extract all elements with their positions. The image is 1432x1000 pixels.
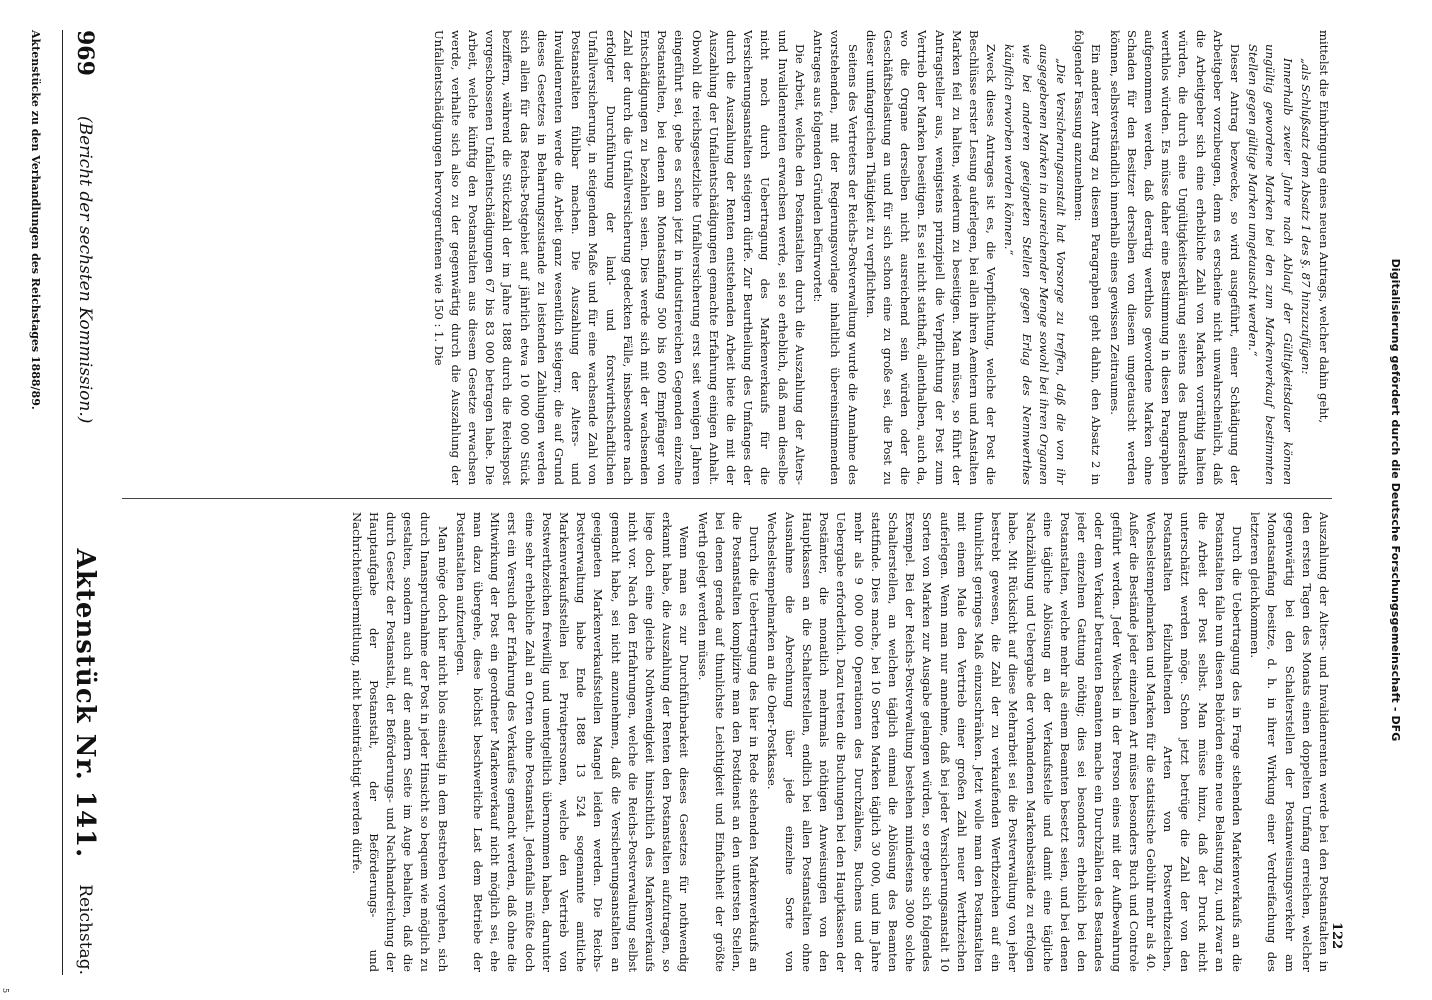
page-number: 969 <box>72 30 98 76</box>
document-number: Aktenstück Nr. 141. <box>70 548 100 859</box>
column-divider <box>122 498 1332 499</box>
paragraph: Seitens des Vertreters der Reichs-Postverwaltung wurde die Annahme des vorstehenden, mit der Regierungsvorlage inhaltlich übereinstimmenden Antrages aus folgenden Gründen befürwortet: <box>811 30 860 485</box>
paragraph: „Die Versicherungsanstalt hat Vorsorge zu treffen, daß die von ihr ausgegebenen Marken in ausreichender Menge sowohl bei ihren Organen wie bei anderen geeigneten Stellen gegen Erlag des Nennwerthes käuflich erworben werden können.“ <box>1002 44 1068 485</box>
header-right <box>72 30 98 423</box>
page-header <box>62 30 107 975</box>
text-column-right <box>122 512 1332 972</box>
edge-mark: 5 <box>1 988 10 994</box>
header-left <box>70 549 100 975</box>
paragraph: Die Arbeit, welche den Postanstalten durch die Auszahlung der Alters- und Invalidenrenten erwachsen werde, sei so erheblich, daß man dieselbe nicht noch durch Uebertragung des Markenverkaufs für die Versicherungsanstalten steigern dürfe. Zur Beurtheilung des Umfanges der durch die Auszahlung der Renten entstehenden Arbeit biete die mit der Auszahlung der Unfallentschädigungen gemachte Erfahrung einigen Anhalt. Obwohl die reichsgesetzliche Unfallversicherung erst seit wenigen Jahren eingeführt sei, gebe es schon jetzt in industriereichen Gegenden einzelne Postanstalten, bei denen am Monatsanfang 500 bis 600 Empfänger von Entschädigungen zu bezahlen seien. Dies werde sich mit der wachsenden Zahl der durch die Unfallversicherung gedeckten Fälle, insbesondere nach erfolgter Durchführung der land- und forstwirthschaftlichen Unfallversicherung, in steigendem Maße und für eine wachsende Zahl von Postanstalten fühlbar machen. Die Auszahlung der Alters- und Invalidenrenten werde die Arbeit ganz wesentlich steigern; die auf Grund dieses Gesetzes in Beharrungszustande zu leistenden Zahlungen werden sich allein für das Reichs-Postgebiet auf jährlich etwa 10 000 000 Stück beziffern, während die Stückzahl der im Jahre 1888 durch die Reichspost vorgeschossenen Unfallentschädigungen 67 bis 83 000 betragen habe. Die Arbeit, welche künftig den Postanstalten aus diesem Gesetze erwachsen werde, verhalte sich also zu der gegenwärtig durch die Auszahlung der Unfallentschädigungen hervorgerufenen wie 150 : 1. Die <box>431 30 807 485</box>
paragraph: mittelst die Einbringung eines neuen Antrags, welcher dahin geht, <box>1317 30 1331 424</box>
paragraph: Man möge doch hier nicht blos einseitig in dem Bestreben vorgehen, sich durch Inanspruchnahme der Post in jeder Hinsicht so bequem wie möglich zu gestalten, sondern auch auf der andern Seite im Auge behalten, daß die durch Gesetz der Postanstalt, der Beförderungs- und Nachhandreichung der Hauptaufgabe der Postanstalt, der Beförderungs- und Nachrichtenübermittlung, nicht beeinträchtigt werden dürfe. <box>349 512 450 972</box>
running-title: (Bericht der sechsten Kommission.) <box>75 115 95 424</box>
paragraph: Durch die Uebertragung des hier in Rede stehenden Markenverkaufs an die Postanstalten komplizire man den Postdienst an den untersten Stellen, bei denen gerade auf thunlichste Leichtigkeit und Einfachheit der größte Werth gelegt werden müsse. <box>695 512 762 972</box>
paragraph: Auszahlung der Alters- und Invalidenrenten werde bei den Postanstalten in den ersten Tagen des Monats einen doppelten Umfang erreichen, welcher gegenwärtig bei den Schalterstellen der Postanweisungsverkehr am Monatsanfang besitze, d. h. in ihrer Wirkung einer Verdreifachung des letzteren gleichkommen. <box>1248 512 1331 972</box>
paragraph: Zweck dieses Antrages ist es, die Verpflichtung, welche der Post die Beschlüsse erster Lesung auferlegen, bei allen ihren Aemtern und Anstalten Marken feil zu halten, wiederum zu beseitigen. Man müsse, so führt der Antragsteller aus, wenigstens prinzipiell die Verpflichtung der Post zum Vertrieb der Marken beseitigen. Es sei nicht statthaft, allenthalben, auch da, wo die Organe derselben nicht ausreichend sein würden oder die Geschäftsbelastung an und für sich schon eine zu große sei, die Post zu dieser umfangreichen Thätigkeit zu verpflichten. <box>863 30 999 485</box>
paragraph: Wenn man es zur Durchführbarkeit dieses Gesetzes für nothwendig erkannt habe, die Auszahlung der Renten den Postanstalten aufzutragen, so liege doch eine gleiche Nothwendigkeit hinsichtlich des Markenverkaufs nicht vor. Nach den Erfahrungen, welche die Reichs-Postverwaltung selbst gemacht habe, sei nicht anzunehmen, daß die Versicherungsanstalten an geeigneten Markenverkaufsstellen Mangel leiden werden. Die Reichs-Postverwaltung habe Ende 1888 13 524 sogenannte amtliche Markenverkaufsstellen bei Privatpersonen, welche den Vertrieb von Postwerthzeichen freiwillig und unentgeltlich übernommen haben, darunter eine sehr erhebliche Zahl an Orten ohne Postanstalt. Jedenfalls müßte doch erst ein Versuch der Erfahrung des Verkaufes gemacht werden, daß ohne die Mitwirkung der Post ein geordneter Markenverkauf nicht möglich sei, ehe man dazu übergehe, diese höchst beschwerliche Last dem Betriebe der Postanstalten aufzuerlegen. <box>453 512 692 972</box>
digitization-sidebar-note <box>1385 10 1407 990</box>
signature-number: 122 <box>1329 922 1344 950</box>
dfg-note-text: Digitalisierung gefördert durch die Deutsche Forschungsgemeinschaft - DFG <box>1389 258 1403 742</box>
paragraph: Ein anderer Antrag zu diesem Paragraphen geht dahin, den Absatz 2 in folgender Fassung anzunehmen: <box>1072 30 1104 485</box>
assembly-name: Reichstag. <box>75 884 95 975</box>
paragraph: Durch die Uebertragung des in Frage stehenden Markenverkaufs an die Postanstalten falle nun diesen Behörden eine neue Belastung zu, und zwar an die Arbeit der Post selbst. Man müsse hinzu, daß der Druck nicht unterschätzt werden möge. Schon jetzt betrüge die Zahl der von den Postanstalten feilzuhaltenden Arten von Postwerthzeichen, Wechselstempelmarken und Marken für die statistische Gebühr mehr als 40. Außer die Bestände jeder einzelnen Art müsse besonders Buch und Controle geführt werden. Jeder Wechsel in der Person eines mit der Aufbewahrung oder dem Verkauf betrauten Beamten mache ein Durchzählen des Bestandes jeder einzelnen Gattung nöthig; dies sei besonders erheblich bei den Postanstalten, welche mehr als einem Beamten besetzt seien, und bei denen eine tägliche Ablösung an der Verkaufsstelle und damit eine tägliche Nachzählung und Uebergabe der vorhandenen Markenbestände zu erfolgen habe. Mit Rücksicht auf diese Mehrarbeit sei die Postverwaltung von jeher bestrebt gewesen, die Zahl der zu verkaufenden Werthzeichen auf ein thunlichst geringes Maß einzuschränken. Jetzt wolle man den Postanstalten mit einem Male den Vertrieb einer großen Zahl neuer Werthzeichen auferlegen. Wenn man nur annehme, daß bei jeder Versicherungsanstalt 10 Sorten von Marken zur Ausgabe gelangen würden, so ergebe sich folgendes Exempel. Bei der Reichs-Postverwaltung bestehen mindestens 3000 solche Schalterstellen, an welchen täglich einmal die Ablösung des Beamten stattfinde. Dies mache, bei 10 Sorten Marken täglich 30 000, und im Jahre mehr als 9 000 000 Operationen des Durchzählens, Buchens und der Uebergabe erforderlich. Dazu treten die Buchungen bei den Hauptkassen der Postämter, die monatlich mehrmals nöthigen Anweisungen von den Hauptkassen an die Schalterstellen, endlich bei allen Postanstalten ohne Ausnahme die Abrechnung über jede einzelne Sorte von Wechselstempelmarken an die Ober-Postkasse. <box>765 512 1244 972</box>
paragraph: Innerhalb zweier Jahre nach Ablauf der Gültigkeitsdauer können ungültig gewordene Marken bei den zum Markenverkauf bestimmten Stellen gegen gültige Marken umgetauscht werden.“ <box>1246 44 1295 485</box>
paragraph: Dieser Antrag bezwecke, so wird ausgeführt, einer Schädigung der Arbeitgeber vorzubeugen, denn es erscheine nicht unwahrscheinlich, daß die Arbeitgeber sich eine erhebliche Zahl von Marken vorräthig halten würden, die durch eine Ungültigkeitserklärung seitens des Bundesraths werthlos würden. Es müsse daher eine Bestimmung in diesen Paragraphen aufgenommen werden, daß derartig werthlos gewordene Marken ohne Schaden für den Besitzer derselben von diesem umgetauscht werden können, selbstverständlich innerhalb eines gewissen Zeitraumes. <box>1107 30 1242 485</box>
footer-note: Aktenstücke zu den Verhandlungen des Reichstages 1888/89. <box>29 30 42 410</box>
text-column-left <box>122 30 1332 485</box>
paragraph: „als Schlußsatz dem Absatz 1 des §. 87 hinzuzufügen: <box>1298 58 1313 375</box>
